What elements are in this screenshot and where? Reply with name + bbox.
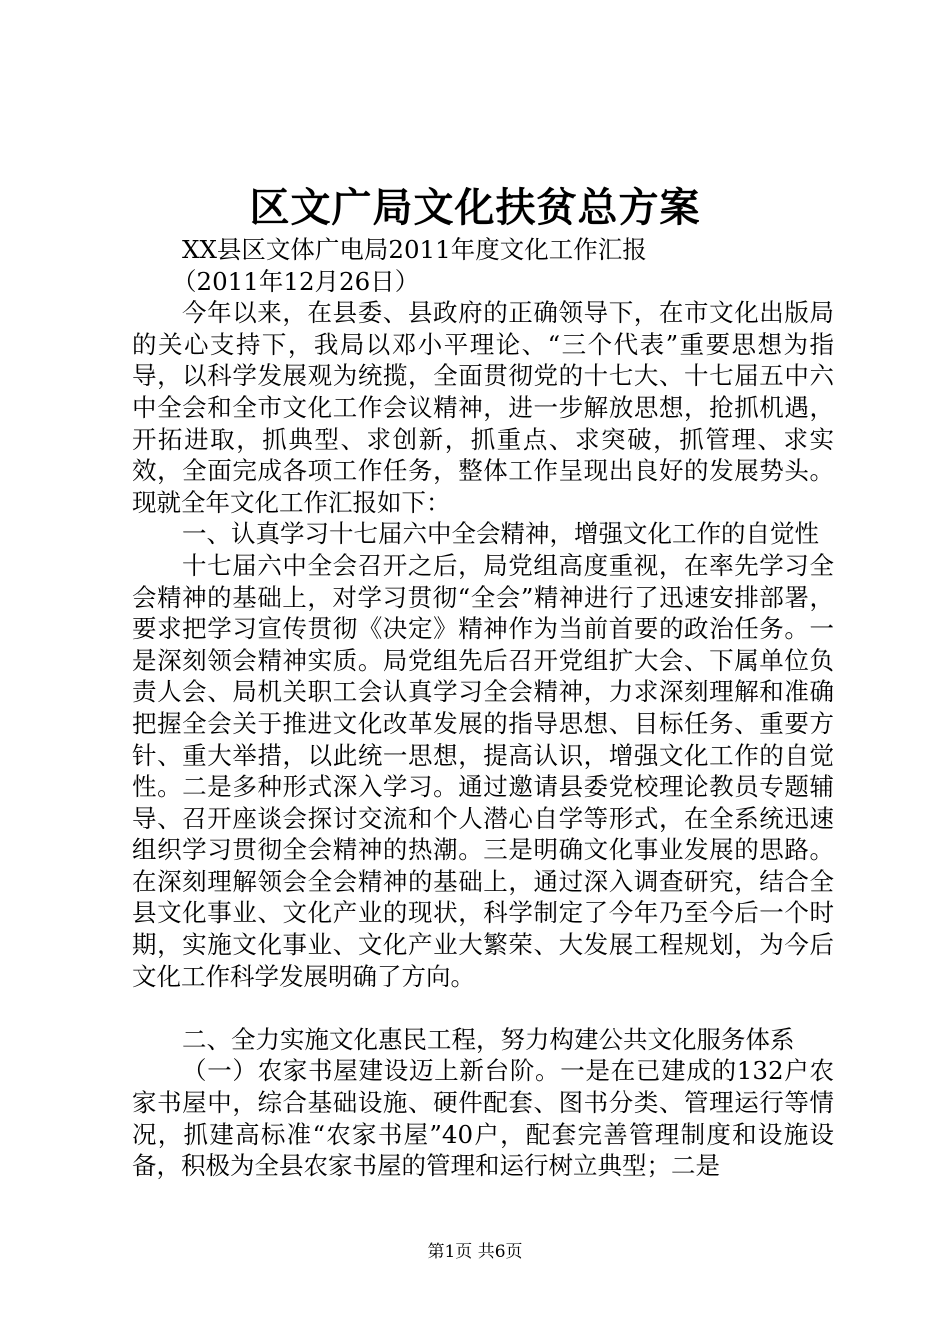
paragraph-gap (132, 992, 834, 1024)
report-subtitle: XX县区文体广电局2011年度文化工作汇报 (182, 235, 647, 264)
report-date: （2011年12月26日） (172, 266, 420, 296)
paragraph-intro: 今年以来，在县委、县政府的正确领导下，在市文化出版局的关心支持下，我局以邓小平理论、“三个代表”重要思想为指导，以科学发展观为统揽，全面贯彻党的十七大、十七届五中六中全会和全市文化工作会议精神，进一步解放思想，抢抓机遇，开拓进取，抓典型、求创新，抓重点、求突破，抓管理、求实效，全面完成各项工作任务，整体工作呈现出良好的发展势头。现就全年文化工作汇报如下： (132, 298, 834, 517)
paragraph-section-2: （一）农家书屋建设迈上新台阶。一是在已建成的132户农家书屋中，综合基础设施、硬件配套、图书分类、管理运行等情况，抓建高标准“农家书屋”40户，配套完善管理制度和设施设备，积极为全县农家书屋的管理和运行树立典型；二是 (132, 1056, 834, 1181)
paragraph-section-1: 十七届六中全会召开之后，局党组高度重视，在率先学习全会精神的基础上，对学习贯彻“全会”精神进行了迅速安排部署，要求把学习宣传贯彻《决定》精神作为当前首要的政治任务。一是深刻领会精神实质。局党组先后召开党组扩大会、下属单位负责人会、局机关职工会认真学习全会精神，力求深刻理解和准确把握全会关于推进文化改革发展的指导思想、目标任务、重要方针、重大举措，以此统一思想，提高认识，增强文化工作的自觉性。二是多种形式深入学习。通过邀请县委党校理论教员专题辅导、召开座谈会探讨交流和个人潜心自学等形式，在全系统迅速组织学习贯彻全会精神的热潮。三是明确文化事业发展的思路。在深刻理解领会全会精神的基础上，通过深入调查研究，结合全县文化事业、文化产业的现状，科学制定了今年乃至今后一个时期，实施文化事业、文化产业大繁荣、大发展工程规划，为今后文化工作科学发展明确了方向。 (132, 550, 834, 991)
section-heading-1: 一、认真学习十七届六中全会精神，增强文化工作的自觉性 (182, 519, 819, 549)
document-title: 区文广局文化扶贫总方案 (249, 184, 701, 231)
section-heading-2: 二、全力实施文化惠民工程，努力构建公共文化服务体系 (182, 1024, 795, 1054)
document-body (132, 234, 834, 1182)
page-footer: 第1页 共6页 (427, 1242, 523, 1262)
